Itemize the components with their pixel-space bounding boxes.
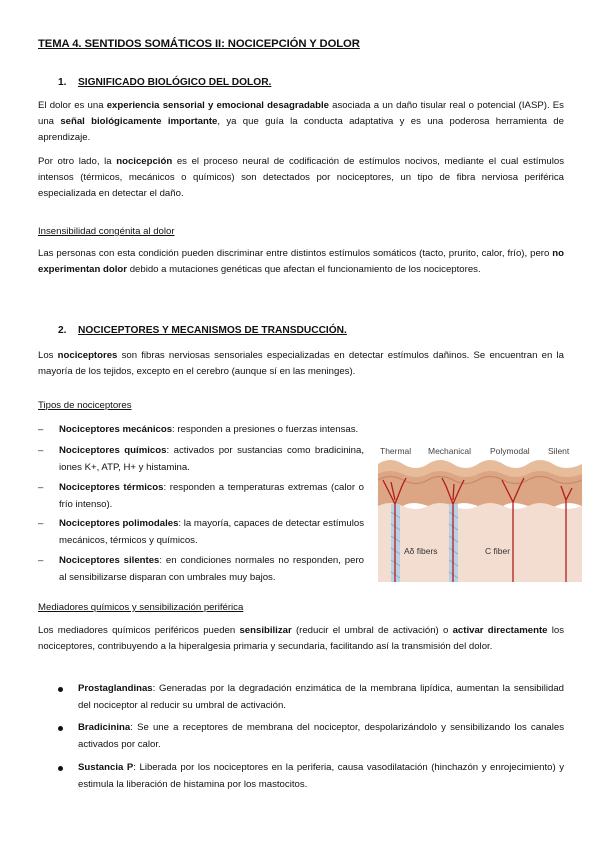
nociceptor-types-figure	[378, 442, 582, 582]
section-2-title: NOCICEPTORES Y MECANISMOS DE TRANSDUCCIÓN.	[78, 325, 347, 336]
subheading-chemical-mediators: Mediadores químicos y sensibilización periférica	[38, 602, 244, 613]
subheading-congenital-insensitivity: Insensibilidad congénita al dolor	[38, 226, 175, 237]
label-silent: Silent	[548, 446, 570, 456]
paragraph-congenital-insensitivity: Las personas con esta condición pueden discriminar entre distintos estímulos somáticos (tacto, prurito, calor, frío), pero no experimentan dolor debido a mutaciones genéticas que afectan el funcionamiento de los nociceptores.	[38, 248, 564, 275]
document-title: TEMA 4. SENTIDOS SOMÁTICOS II: NOCICEPCIÓN Y DOLOR	[38, 38, 360, 50]
paragraph-pain-definition: El dolor es una experiencia sensorial y emocional desagradable asociada a un daño tisular real o potencial (IASP). Es una señal biológicamente importante, ya que guía la conducta adaptativa y es una poderosa herramienta de aprendizaje.	[38, 100, 564, 143]
label-polymodal: Polymodal	[490, 446, 530, 456]
section-1-number: 1.	[58, 77, 67, 88]
section-2-number: 2.	[58, 325, 67, 336]
subheading-nociceptor-types: Tipos de nociceptores	[38, 400, 132, 411]
section-1-title: SIGNIFICADO BIOLÓGICO DEL DOLOR.	[78, 77, 272, 88]
bullet-icon	[58, 726, 63, 731]
document-page: TEMA 4. SENTIDOS SOMÁTICOS II: NOCICEPCIÓN Y DOLOR 1. SIGNIFICADO BIOLÓGICO DEL DOLOR. El dolor es una experiencia sensorial y emocional desagradable asociada a un daño tisular real o potencial (IASP). Es una señal biológicamente importante, ya que guía la conducta adaptativa y es una poderosa herramienta de aprendizaje. Por otro lado, la nocicepción es el proceso neural de codificación de estímulos nocivos, mediante el cual estímulos intensos (térmicos, mecánicos o químicos) son detectados por nociceptores, un tipo de fibra nerviosa periférica especializada en detectar el daño. Insensibilidad congénita al dolor Las personas con esta condición pueden discriminar entre distintos estímulos somáticos (tacto, prurito, calor, frío), pero no experimentan dolor debido a mutaciones genéticas que afectan el funcionamiento de los nociceptores. 2. NOCICEPTORES Y MECANISMOS DE TRANSDUCCIÓN. Los nociceptores son fibras nerviosas sensoriales especializadas en detectar estímulos dañinos. Se encuentran en la mayoría de los tejidos, excepto en el cerebro (aunque sí en las meninges). Tipos de nociceptores – Nociceptores mecánicos: responden a presiones o fuerzas intensas. – Nociceptores químicos: activados por sustancias como bradicinina, iones K+, ATP, H+ y histamina. – Nociceptores térmicos: responden a temperaturas extremas (calor o frío intenso). – Nociceptores polimodales: la mayoría, capaces de detectar estímulos mecánicos, térmicos y químicos. – Nociceptores silentes: en condiciones normales no responden, pero al sensibilizarse disparan con umbrales muy bajos. Thermal Mechanical Polymodal Silent Aδ fibers C fiber Mediadores químicos y sensibilización periférica Los mediadores químicos periféricos pueden sensibilizar (reducir el umbral de activación) o activar directamente los nociceptores, contribuyendo a la hiperalgesia primaria y secundaria, facilitando así la transmisión del dolor. Prostaglandinas: Generadas por la degradación enzimática de la membrana lipídica, aumentan la sensibilidad del nociceptor al reducir su umbral de activación. Bradicinina: Se une a receptores de membrana del nociceptor, despolarizándolo y sensibilizando los canales activados por calor. Sustancia P: Liberada por los nociceptores en la periferia, causa vasodilatación (hinchazón y enrojecimiento) y estimula la liberación de histamina por los mastocitos.	[0, 0, 603, 848]
paragraph-nociceptors: Los nociceptores son fibras nerviosas sensoriales especializadas en detectar estímulos dañinos. Se encuentran en la mayoría de los tejidos, excepto en el cerebro (aunque sí en las meninges).	[38, 350, 564, 377]
bullet-icon	[58, 766, 63, 771]
section-2-heading	[58, 325, 347, 336]
label-mechanical: Mechanical	[428, 446, 471, 456]
section-1-heading	[58, 77, 271, 88]
label-ad-fibers: Aδ fibers	[404, 546, 438, 556]
skin-inner-layer	[378, 503, 582, 582]
skin-mid-layer	[378, 471, 582, 509]
bullet-icon	[58, 687, 63, 692]
label-c-fiber: C fiber	[485, 546, 511, 556]
paragraph-nociception: Por otro lado, la nocicepción es el proceso neural de codificación de estímulos nocivos, mediante el cual estímulos intensos (térmicos, mecánicos o químicos) son detectados por nociceptores, un tipo de fibra nerviosa periférica especializada en detectar el daño.	[38, 156, 564, 199]
paragraph-chemical-mediators: Los mediadores químicos periféricos pueden sensibilizar (reducir el umbral de activación) o activar directamente los nociceptores, contribuyendo a la hiperalgesia primaria y secundaria, facilitando así la transmisión del dolor.	[38, 625, 564, 652]
label-thermal: Thermal	[380, 446, 412, 456]
